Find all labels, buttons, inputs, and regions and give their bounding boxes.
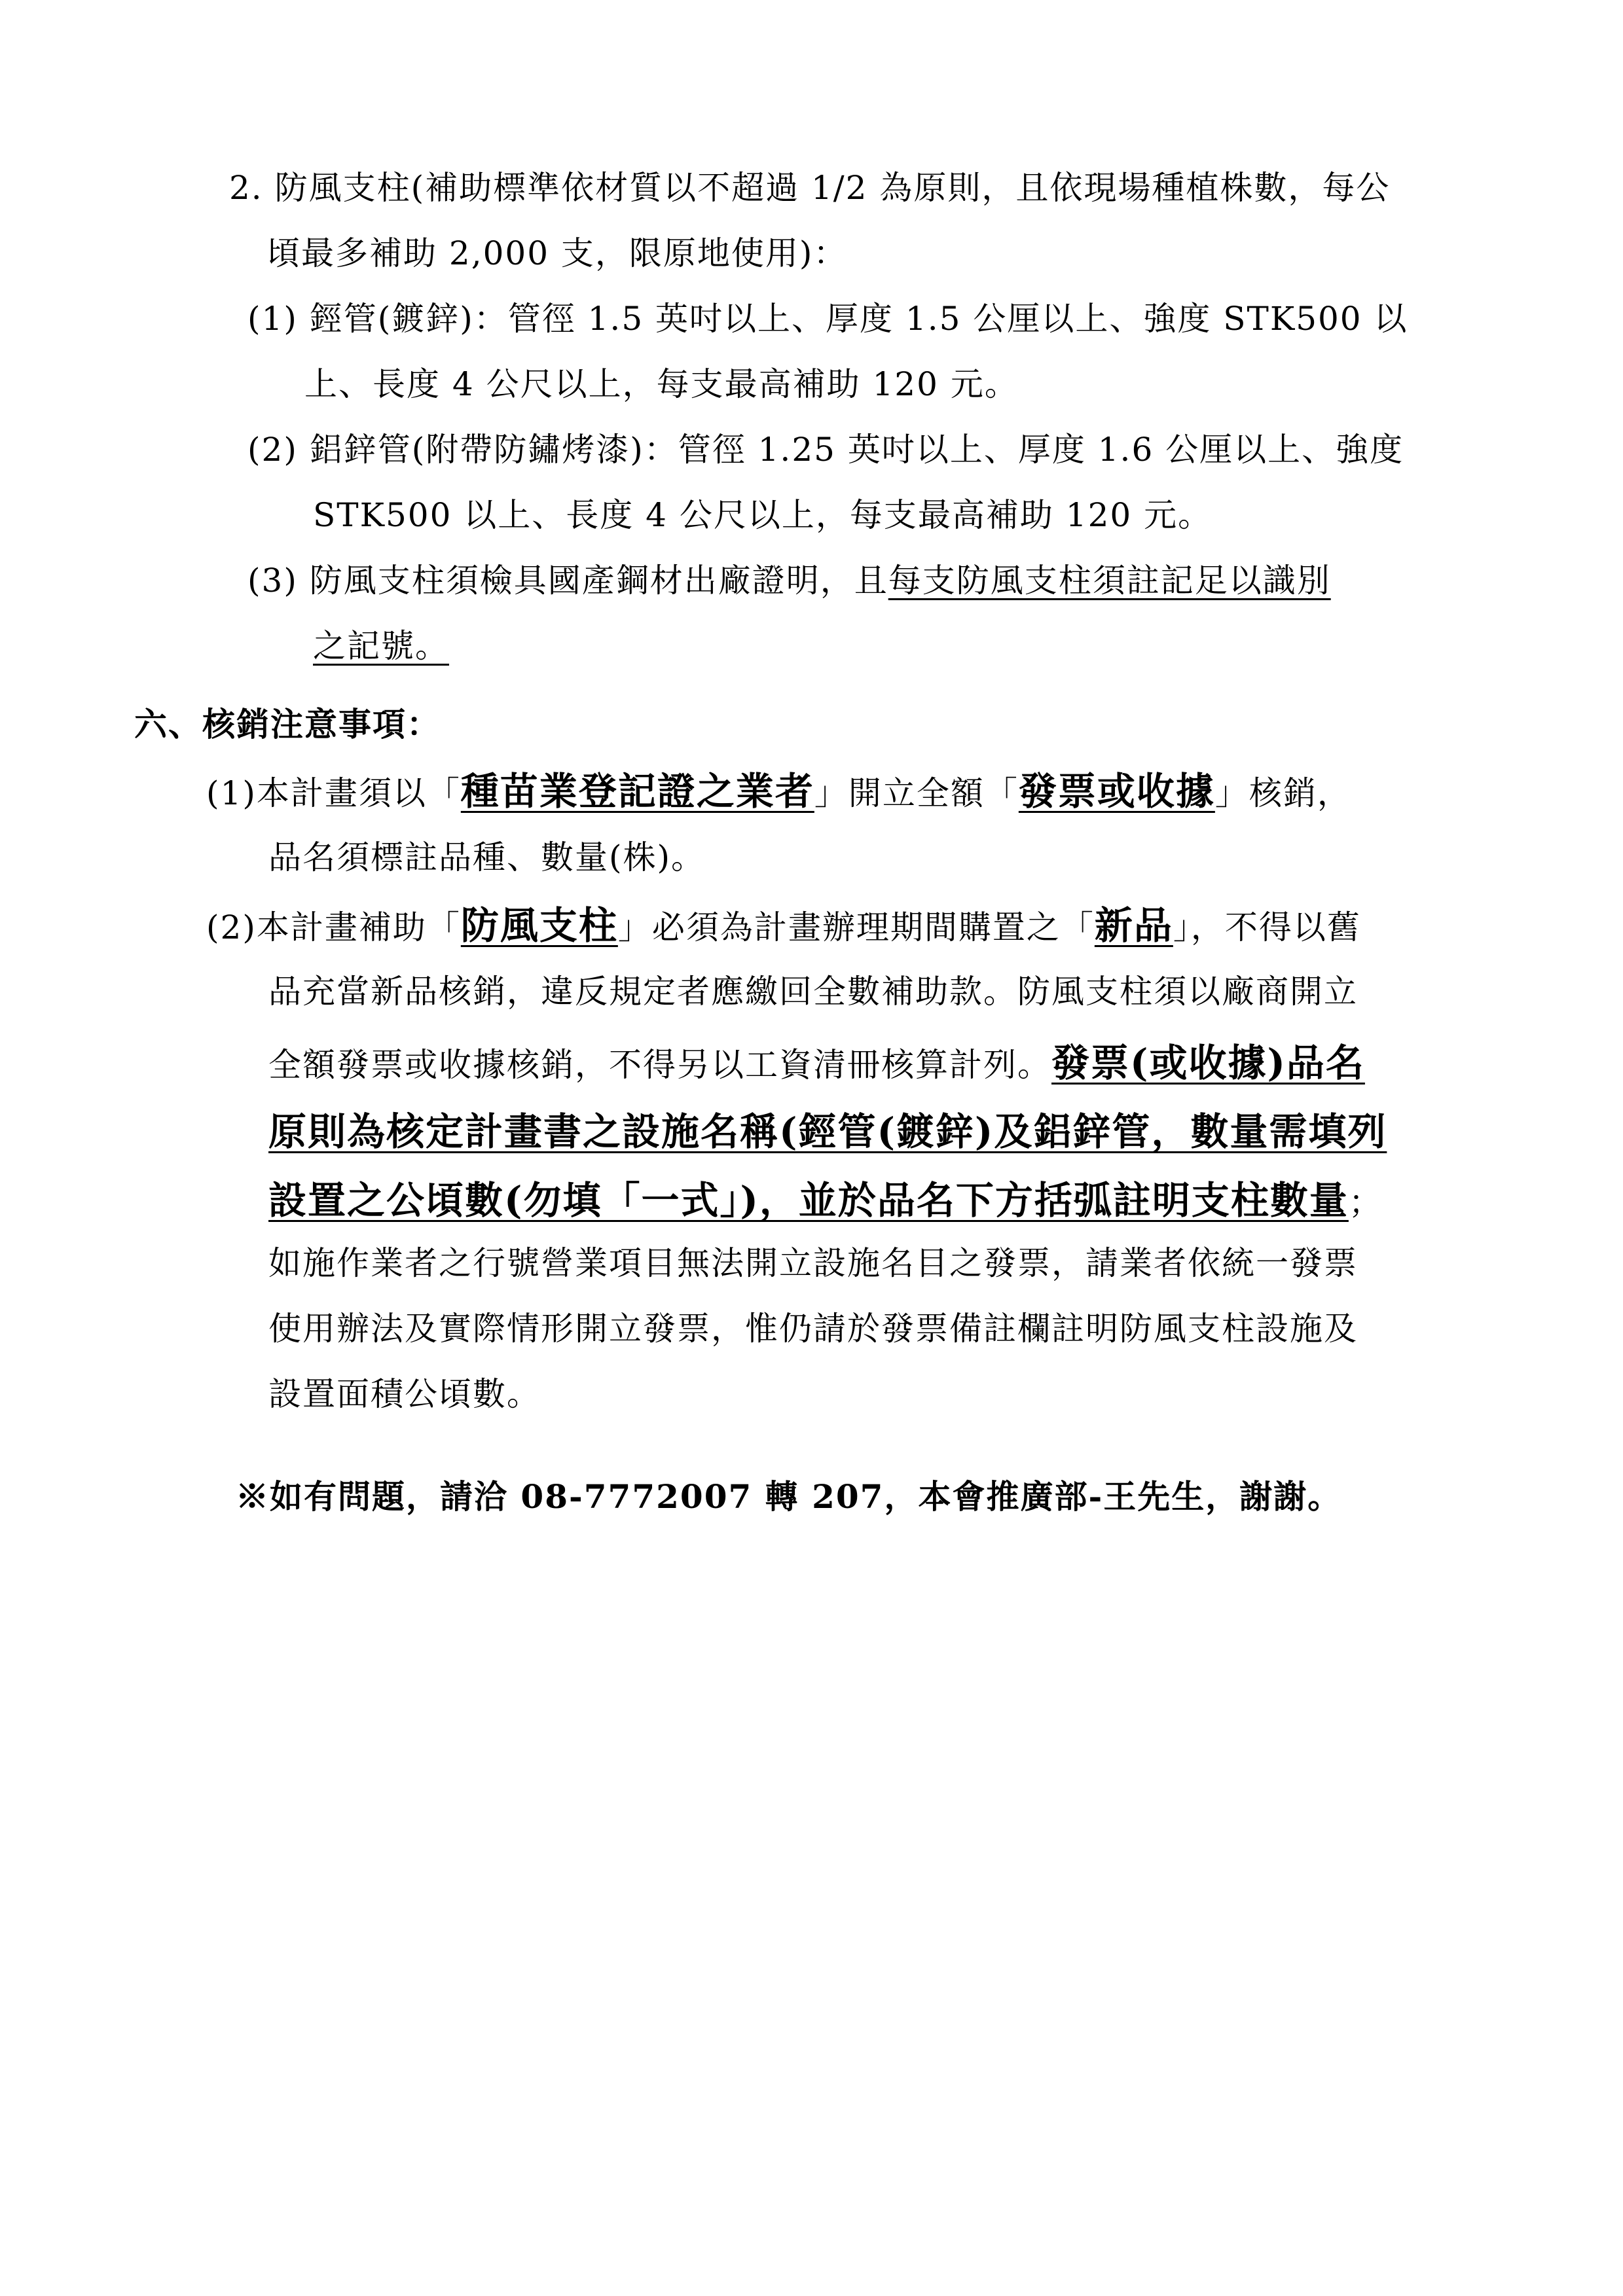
item2-line1: 2. 防風支柱(補助標準依材質以不超過 1/2 為原則，且依現場種植株數，每公 xyxy=(229,169,1391,207)
p1-text-a: (1)本計畫須以「 xyxy=(206,774,461,812)
p1-line1 xyxy=(206,769,1351,814)
p2-line3-emphasis: 發票(或收據)品名 xyxy=(1051,1041,1365,1085)
p2-text-c: 」必須為計畫辦理期間購置之「 xyxy=(617,908,1095,946)
sub3-line1 xyxy=(247,562,1331,600)
p1-line2: 品名須標註品種、數量(株)。 xyxy=(268,838,706,876)
sub1-line2: 上、長度 4 公尺以上，每支最高補助 120 元。 xyxy=(304,365,1019,403)
p2-emphasis-windbreak: 防風支柱 xyxy=(460,903,618,948)
p2-line2: 品充當新品核銷，違反規定者應繳回全數補助款。防風支柱須以廠商開立 xyxy=(268,973,1358,1011)
sub2-line2: STK500 以上、長度 4 公尺以上，每支最高補助 120 元。 xyxy=(313,496,1213,534)
section6-heading: 六、核銷注意事項： xyxy=(134,705,441,744)
p2-text-a: (2)本計畫補助「 xyxy=(206,908,461,946)
sub2-line1: (2) 鋁鋅管(附帶防鏽烤漆)：管徑 1.25 英吋以上、厚度 1.6 公厘以上、強度 xyxy=(247,431,1404,469)
p1-emphasis-seed-vendor: 種苗業登記證之業者 xyxy=(460,769,814,814)
p2-line5 xyxy=(268,1178,1383,1223)
p2-line6: 如施作業者之行號營業項目無法開立設施名目之發票，請業者依統一發票 xyxy=(268,1244,1358,1282)
sub3-text: (3) 防風支柱須檢具國產鋼材出廠證明，且 xyxy=(247,562,888,600)
item2-line2: 頃最多補助 2,000 支，限原地使用)： xyxy=(267,234,848,272)
p2-line7: 使用辦法及實際情形開立發票，惟仍請於發票備註欄註明防風支柱設施及 xyxy=(268,1310,1358,1348)
sub3-line2: 之記號。 xyxy=(313,627,449,665)
p2-line5-text: ； xyxy=(1348,1183,1383,1221)
p2-line3 xyxy=(268,1041,1365,1085)
p2-line1 xyxy=(206,903,1361,948)
p2-line5-emphasis: 設置之公頃數(勿填「一式」)，並於品名下方括弧註明支柱數量 xyxy=(268,1178,1349,1223)
p2-line3-text: 全額發票或收據核銷，不得另以工資清冊核算計列。 xyxy=(268,1046,1051,1084)
p1-text-e: 」核銷， xyxy=(1214,774,1351,812)
p2-line8: 設置面積公頃數。 xyxy=(268,1375,541,1413)
p2-line4: 原則為核定計畫書之設施名稱(鋞管(鍍鋅)及鋁鋅管，數量需填列 xyxy=(268,1109,1387,1154)
p1-emphasis-invoice: 發票或收據 xyxy=(1018,769,1215,814)
p2-text-e: 」，不得以舊 xyxy=(1173,908,1361,946)
p2-emphasis-new: 新品 xyxy=(1094,903,1173,948)
p1-text-c: 」開立全額「 xyxy=(814,774,1019,812)
contact-note: ※如有問題，請洽 08-7772007 轉 207，本會推廣部-王先生，謝謝。 xyxy=(236,1477,1342,1516)
sub3-underlined: 每支防風支柱須註記足以識別 xyxy=(888,562,1331,600)
sub1-line1: (1) 鋞管(鍍鋅)：管徑 1.5 英吋以上、厚度 1.5 公厘以上、強度 STK500 以 xyxy=(247,300,1408,338)
